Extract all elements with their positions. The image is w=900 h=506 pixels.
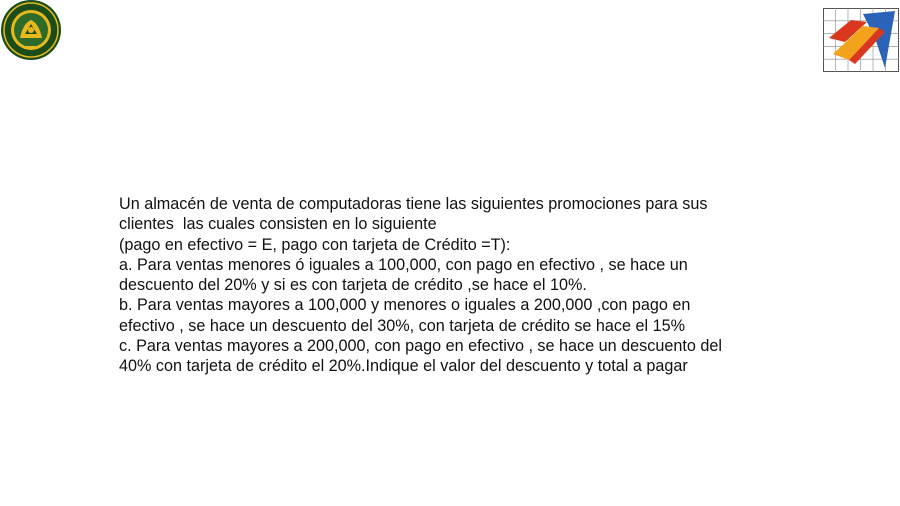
text-line-2: clientes las cuales consisten en lo siguiente bbox=[119, 215, 437, 234]
text-line-1: Un almacén de venta de computadoras tiene las siguientes promociones para sus bbox=[119, 195, 708, 213]
text-line-7: efectivo , se hace un descuento del 30%, con tarjeta de crédito se hace el 15% bbox=[119, 316, 686, 335]
text-line-9: 40% con tarjeta de crédito el 20%.Indique el valor del descuento y total a pagar bbox=[119, 357, 688, 376]
arrow-grid-logo-icon bbox=[823, 8, 899, 72]
text-line-6: b. Para ventas mayores a 100,000 y menores o iguales a 200,000 ,con pago en bbox=[119, 296, 691, 315]
text-line-4: a. Para ventas menores ó iguales a 100,000, con pago en efectivo , se hace un bbox=[119, 255, 688, 274]
university-seal-icon bbox=[0, 0, 62, 62]
text-line-5: descuento del 20% y si es con tarjeta de crédito ,se hace el 10%. bbox=[119, 276, 587, 295]
text-line-8: c. Para ventas mayores a 200,000, con pago en efectivo , se hace un descuento del bbox=[119, 337, 722, 356]
problem-statement bbox=[119, 194, 779, 377]
university-seal-logo bbox=[0, 0, 62, 62]
text-line-3: (pago en efectivo = E, pago con tarjeta de Crédito =T): bbox=[119, 235, 511, 254]
arrow-grid-logo bbox=[823, 8, 899, 72]
